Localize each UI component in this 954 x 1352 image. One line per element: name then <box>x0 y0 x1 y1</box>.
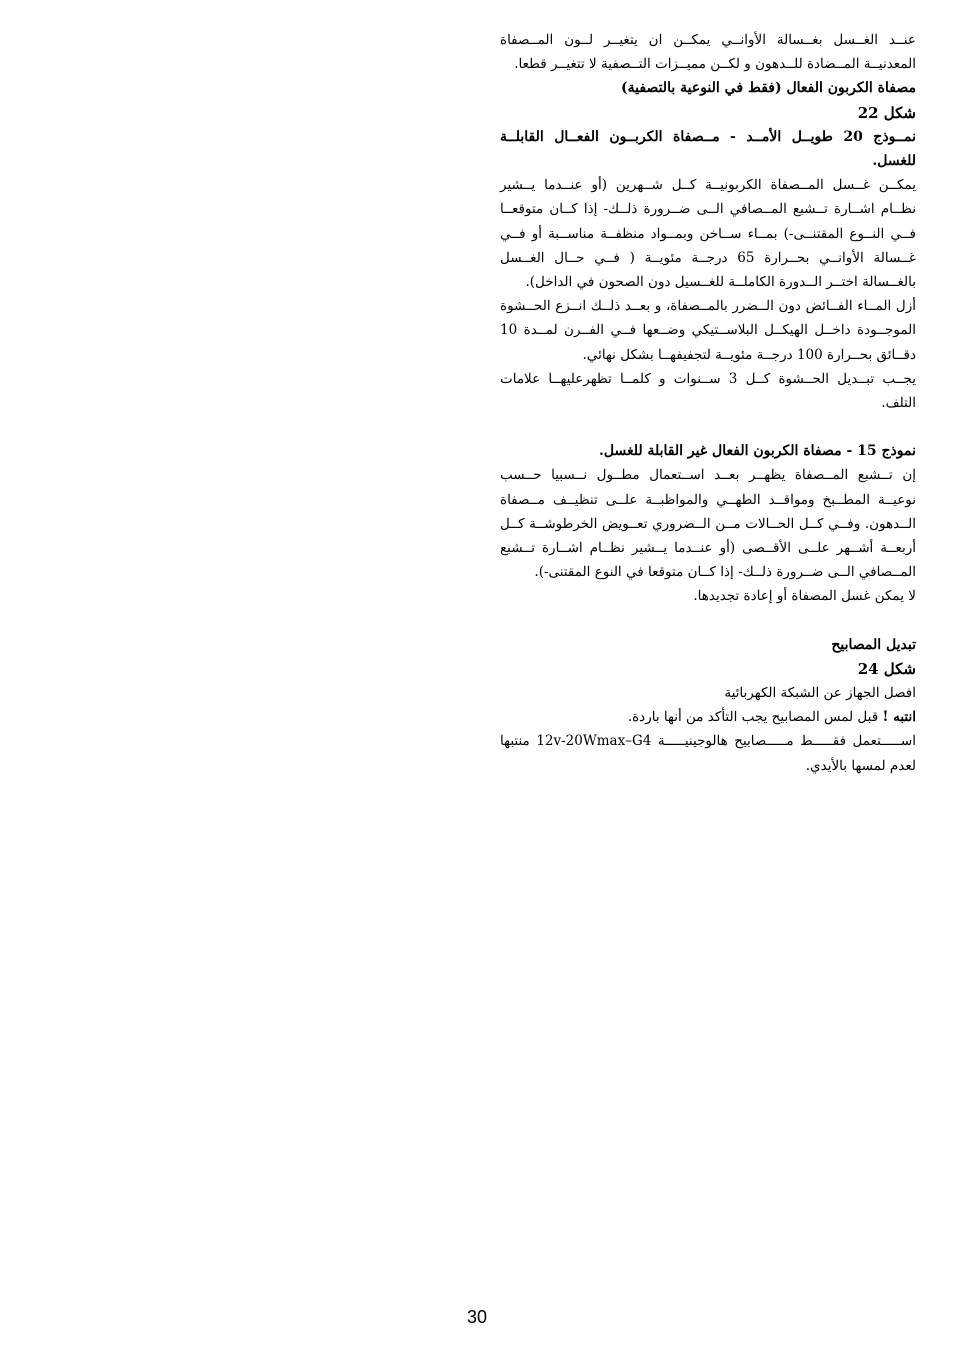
model-15-paragraph-2: لا يمكن غسل المصفاة أو إعادة تجديدها. <box>693 588 916 605</box>
carbon-filter-heading: مصفاة الكربون الفعال (فقط في النوعية بالتصفية) <box>621 80 916 97</box>
model-20-paragraph-1: يمكــن غــسل المــصفاة الكربونيــة كــل شــهرين (أو عنــدما يــشير نظــام اشــارة تــشبع المــصافي الــى ضــرورة ذلــك- إذا كــان متوقعــا فــي النــوع المقتنــى-) بمــاء ســاخن وبمــواد منظفــة مناســبة أو فــي غــسالة الأوانــي بحــرارة 65 درجــة مئويــة ( فــي حــال الغــسل بالغــسالة اختــر الــدورة الكاملــة للغــسيل دون الصحون في الداخل). <box>500 177 916 291</box>
lamps-paragraph-1: افصل الجهاز عن الشبكة الكهربائية <box>724 685 916 702</box>
lamps-paragraph-2: اســـــتعمل فقـــــط مـــــصابيح هالوجينيـــــة 12v-20Wmax–G4 منتبها لعدم لمسها بالأيدي. <box>500 733 916 774</box>
model-15-heading: نموذج 15 - مصفاة الكربون الفعال غير القابلة للغسل. <box>599 443 916 460</box>
model-20-paragraph-2: أزل المــاء الفــائض دون الــضرر بالمــصفاة، و بعــد ذلــك انــزع الحــشوة الموجــودة داخــل الهيكــل البلاســتيكي وضــعها فــي الفــرن لمــدة 10 دقــائق بحــرارة 100 درجــة مئويــة لتجفيفهــا بشكل نهائي. <box>500 298 916 363</box>
figure-22-label: شكل 22 <box>857 103 916 122</box>
text-column <box>500 28 916 778</box>
warning-label: انتبه ! <box>882 709 916 726</box>
lamps-heading: تبديل المصابيح <box>831 636 916 653</box>
model-20-paragraph-3: يجــب تبــديل الحــشوة كــل 3 ســنوات و كلمــا تظهرعليهــا علامات التلف. <box>500 370 916 412</box>
section-spacer <box>500 609 916 633</box>
lamps-warning-paragraph <box>500 705 916 729</box>
section-spacer <box>500 415 916 439</box>
model-20-heading: نمــوذج 20 طويــل الأمــد - مــصفاة الكربــون الفعــال القابلــة للغسل. <box>500 128 916 170</box>
intro-paragraph: عنــد الغــسل بغــسالة الأوانــي يمكــن ان يتغيــر لــون المــصفاة المعدنيــة المــضادة للــدهون و لكــن مميــزات التــصفية لا تتغيــر قطعا. <box>500 32 916 73</box>
model-15-paragraph-1: إن تــشبع المــصفاة يظهــر بعــد اســتعمال مطــول نــسبيا حــسب نوعيــة المطــبخ ومواقــد الطهــي والمواظبــة علــى تنظيــف مــصفاة الــدهون. وفــي كــل الحــالات مــن الــضروري تعــويض الخرطوشــة كــل أربعــة أشــهر علــى الأقــصى (أو عنــدما يــشير نظــام اشــارة تــشبع المــصافي الــى ضــرورة ذلــك- إذا كــان متوقعا في النوع المقتنى-). <box>500 467 916 581</box>
page-number: 30 <box>466 1307 488 1327</box>
warning-text: قبل لمس المصابيح يجب التأكد من أنها باردة. <box>627 709 883 726</box>
figure-24-label: شكل 24 <box>857 659 916 678</box>
